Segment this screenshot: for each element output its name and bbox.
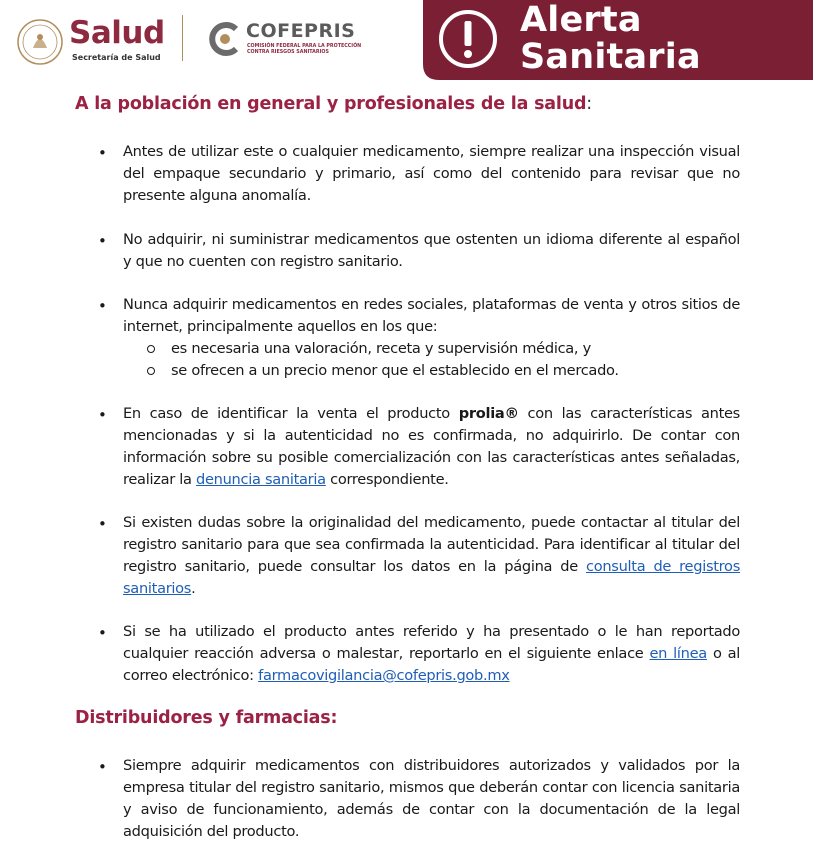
consulta-registros-link[interactable]: consulta de registros sanitarios	[123, 558, 740, 597]
section-heading-public	[75, 94, 592, 114]
bullet-icon: •	[98, 144, 107, 162]
cofepris-logo-text: COFEPRIS	[246, 20, 356, 42]
farmacovigilancia-email-link[interactable]: farmacovigilancia@cofepris.gob.mx	[258, 667, 510, 684]
heading-colon: :	[586, 94, 592, 114]
product-name: prolia®	[458, 405, 519, 422]
item-text: Si existen dudas sobre la originalidad del medicamento, puede contactar al titular del registro sanitario para que sea confirmada la autenticidad. Para identificar al titular del registro sanitario, puede consultar los datos en la página de	[123, 514, 740, 575]
alert-title-line1: Alerta	[520, 0, 642, 40]
list-item: No adquirir, ni suministrar medicamentos que ostenten un idioma diferente al español y que no cuenten con registro sanitario.	[123, 231, 740, 270]
item-text: En caso de identificar la venta el producto	[123, 405, 459, 422]
bullet-icon: •	[98, 232, 107, 250]
bullet-icon: •	[98, 515, 107, 533]
list-item	[123, 621, 740, 687]
salud-logo-text: Salud	[69, 15, 165, 51]
salud-subtitle: Secretaría de Salud	[72, 53, 161, 62]
list-item: Nunca adquirir medicamentos en redes sociales, plataformas de venta y otros sitios de internet, principalmente aquellos en los que:	[123, 296, 740, 335]
bullet-icon: •	[98, 297, 107, 315]
item-text: con las características antes mencionadas y si la autenticidad no es confirmada, no adquirirlo. De contar con información sobre su posible comercialización con las características antes señaladas, realizar la	[123, 405, 740, 488]
item-text: .	[191, 580, 196, 597]
alert-title-line2: Sanitaria	[520, 37, 701, 77]
cofepris-subtitle: COMISIÓN FEDERAL PARA LA PROTECCIÓN CONTRA RIESGOS SANITARIOS	[247, 44, 362, 55]
list-item	[123, 512, 740, 600]
bullet-icon: •	[98, 624, 107, 642]
sub-list-item: se ofrecen a un precio menor que el establecido en el mercado.	[171, 362, 619, 379]
alert-title	[520, 2, 701, 76]
section-heading-text: A la población en general y profesionales de la salud	[75, 94, 587, 114]
sub-bullet-icon	[147, 367, 155, 375]
header-divider	[182, 15, 183, 61]
bullet-icon: •	[98, 758, 107, 776]
exclamation-icon	[437, 8, 499, 70]
denuncia-sanitaria-link[interactable]: denuncia sanitaria	[196, 471, 326, 488]
list-item: Siempre adquirir medicamentos con distribuidores autorizados y validados por la empresa titular del registro sanitario, mismos que deberán contar con licencia sanitaria y aviso de funcionamiento, además de contar con la documentación de la legal adquisición del producto.	[123, 757, 740, 840]
item-text: Si se ha utilizado el producto antes referido y ha presentado o le han reportado cualquier reacción adversa o malestar, reportarlo en el siguiente enlace	[123, 623, 740, 662]
list-item: Antes de utilizar este o cualquier medicamento, siempre realizar una inspección visual del empaque secundario y primario, así como del contenido para revisar que no presente alguna anomalía.	[123, 143, 740, 204]
reporte-en-linea-link[interactable]: en línea	[649, 645, 707, 662]
sub-bullet-icon	[147, 345, 155, 353]
section-heading-distributors: Distribuidores y farmacias:	[75, 708, 338, 728]
list-item	[123, 403, 740, 491]
page-header	[0, 0, 813, 80]
item-text: correspondiente.	[325, 471, 449, 488]
bullet-icon: •	[98, 406, 107, 424]
sub-list-item: es necesaria una valoración, receta y supervisión médica, y	[171, 340, 591, 357]
national-seal-icon	[16, 18, 64, 66]
item-text: o al correo electrónico:	[123, 645, 740, 684]
cofepris-logo-icon	[206, 20, 244, 58]
